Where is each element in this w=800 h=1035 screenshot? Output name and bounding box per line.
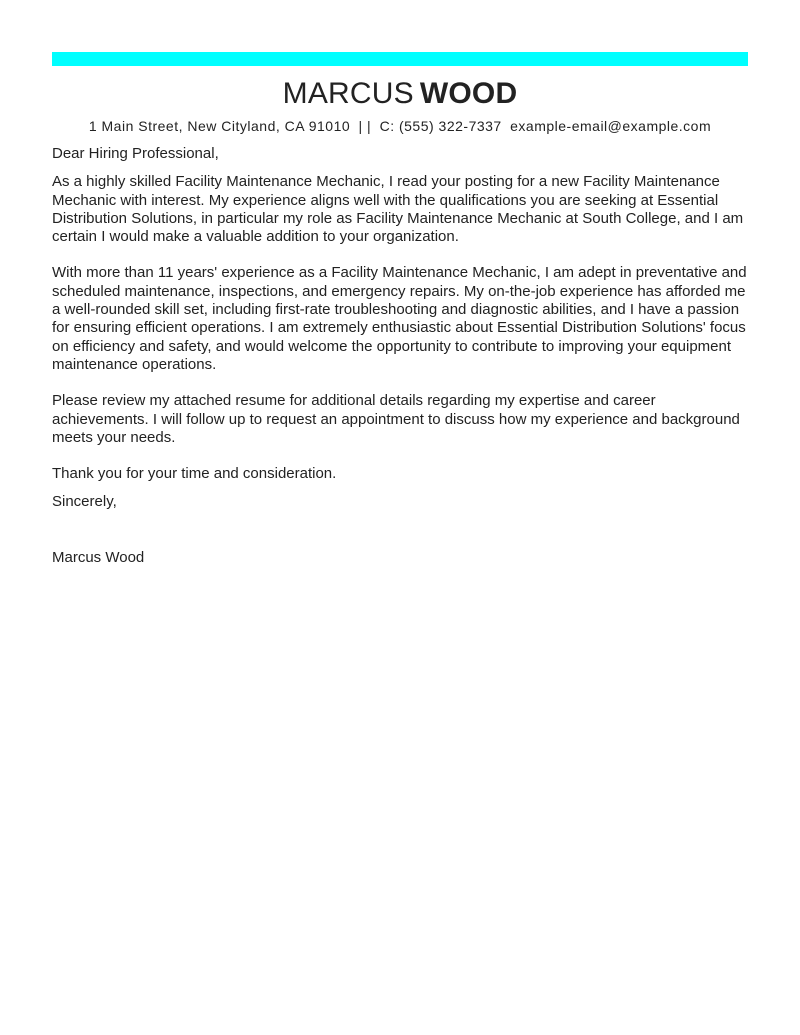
email: example-email@example.com — [510, 118, 712, 134]
closing: Sincerely, — [52, 493, 117, 511]
paragraph-experience: With more than 11 years' experience as a Facility Maintenance Mechanic, I am adept in preventative and scheduled maintenance, inspections, and emergency repairs. My on-the-job experience has afforded me a well-rounded skill set, including first-rate troubleshooting and diagnostic abilities, and I have a passion for ensuring efficient operations. I am extremely enthusiastic about Essential Distribution Solutions' focus on efficiency and safety, and would welcome the opportunity to contribute to improving your equipment maintenance operations. — [52, 264, 747, 373]
letter-body — [52, 145, 752, 567]
signature: Marcus Wood — [52, 548, 145, 566]
header-accent-bar — [52, 52, 748, 66]
first-name: MARCUS — [282, 77, 414, 110]
phone: C: (555) 322-7337 — [379, 118, 502, 134]
contact-line — [0, 117, 800, 135]
thanks-line: Thank you for your time and consideration. — [52, 465, 337, 483]
applicant-name — [0, 76, 800, 112]
contact-separator: | | — [358, 118, 372, 134]
last-name: WOOD — [419, 77, 518, 110]
address: 1 Main Street, New Cityland, CA 91010 — [88, 118, 351, 134]
salutation: Dear Hiring Professional, — [52, 145, 219, 162]
paragraph-intro: As a highly skilled Facility Maintenance Mechanic, I read your posting for a new Facility Maintenance Mechanic with interest. My experience aligns well with the qualifications you are seeking at Essential Distribution Solutions, in particular my role as Facility Maintenance Mechanic at South College, and I am certain I would make a valuable addition to your organization. — [52, 173, 744, 246]
paragraph-follow-up: Please review my attached resume for additional details regarding my expertise and career achievements. I will follow up to request an appointment to discuss how my experience and background meets your needs. — [52, 392, 740, 446]
